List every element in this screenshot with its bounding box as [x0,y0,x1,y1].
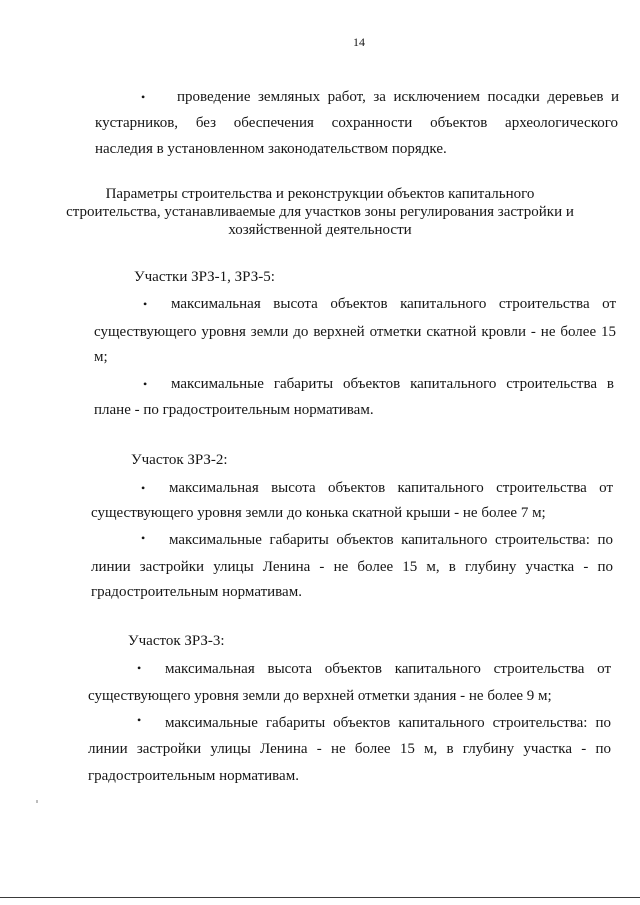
item-line-1: максимальная высота объектов капитального строительства от [171,296,616,312]
item-line-1: максимальные габариты объектов капитального строительства: по [165,715,611,731]
section-title: Участок ЗРЗ-2: [131,452,228,468]
intro-line-1: проведение земляных работ, за исключением посадки деревьев и [177,89,619,105]
item-line-3: градостроительным нормативам. [88,768,299,784]
item-line-1: максимальная высота объектов капитального строительства от [169,480,613,496]
heading-line-3: хозяйственной деятельности [228,222,412,238]
item-line-2: линии застройки улицы Ленина - не более 15 м, в глубину участка - по [91,559,613,575]
item-line-1: максимальные габариты объектов капитального строительства: по [169,532,613,548]
item-line-3: градостроительным нормативам. [91,584,302,600]
heading-line-2: строительства, устанавливаемые для участков зоны регулирования застройки и [66,204,574,220]
bullet-icon: • [143,297,148,311]
item-line-2: линии застройки улицы Ленина - не более 15 м, в глубину участка - по [88,741,611,757]
bullet-icon: • [143,377,148,391]
bullet-icon: • [141,481,146,495]
section-title: Участок ЗРЗ-3: [128,633,225,649]
intro-line-3: наследия в установленном законодательством порядке. [95,141,447,157]
item-line-2: существующего уровня земли до конька скатной крыши - не более 7 м; [91,505,546,521]
item-line-2: существующего уровня земли до верхней отметки скатной кровли - не более 15 [94,324,616,340]
bullet-icon: • [137,713,142,727]
bullet-icon: • [137,661,142,675]
item-line-3: м; [94,349,108,365]
bullet-icon: • [141,531,146,545]
bottom-rule [0,897,640,898]
heading-line-1: Параметры строительства и реконструкции объектов капитального [105,186,535,202]
bullet-icon: • [141,90,146,104]
section-title: Участки ЗРЗ-1, ЗРЗ-5: [134,269,275,285]
item-line-2: существующего уровня земли до верхней отметки здания - не более 9 м; [88,688,552,704]
item-line-2: плане - по градостроительным нормативам. [94,402,374,418]
item-line-1: максимальные габариты объектов капитального строительства в [171,376,614,392]
item-line-1: максимальная высота объектов капитального строительства от [165,661,611,677]
scan-speck [36,800,38,803]
intro-line-2: кустарников, без обеспечения сохранности объектов археологического [95,115,618,131]
page-number: 14 [353,35,365,49]
